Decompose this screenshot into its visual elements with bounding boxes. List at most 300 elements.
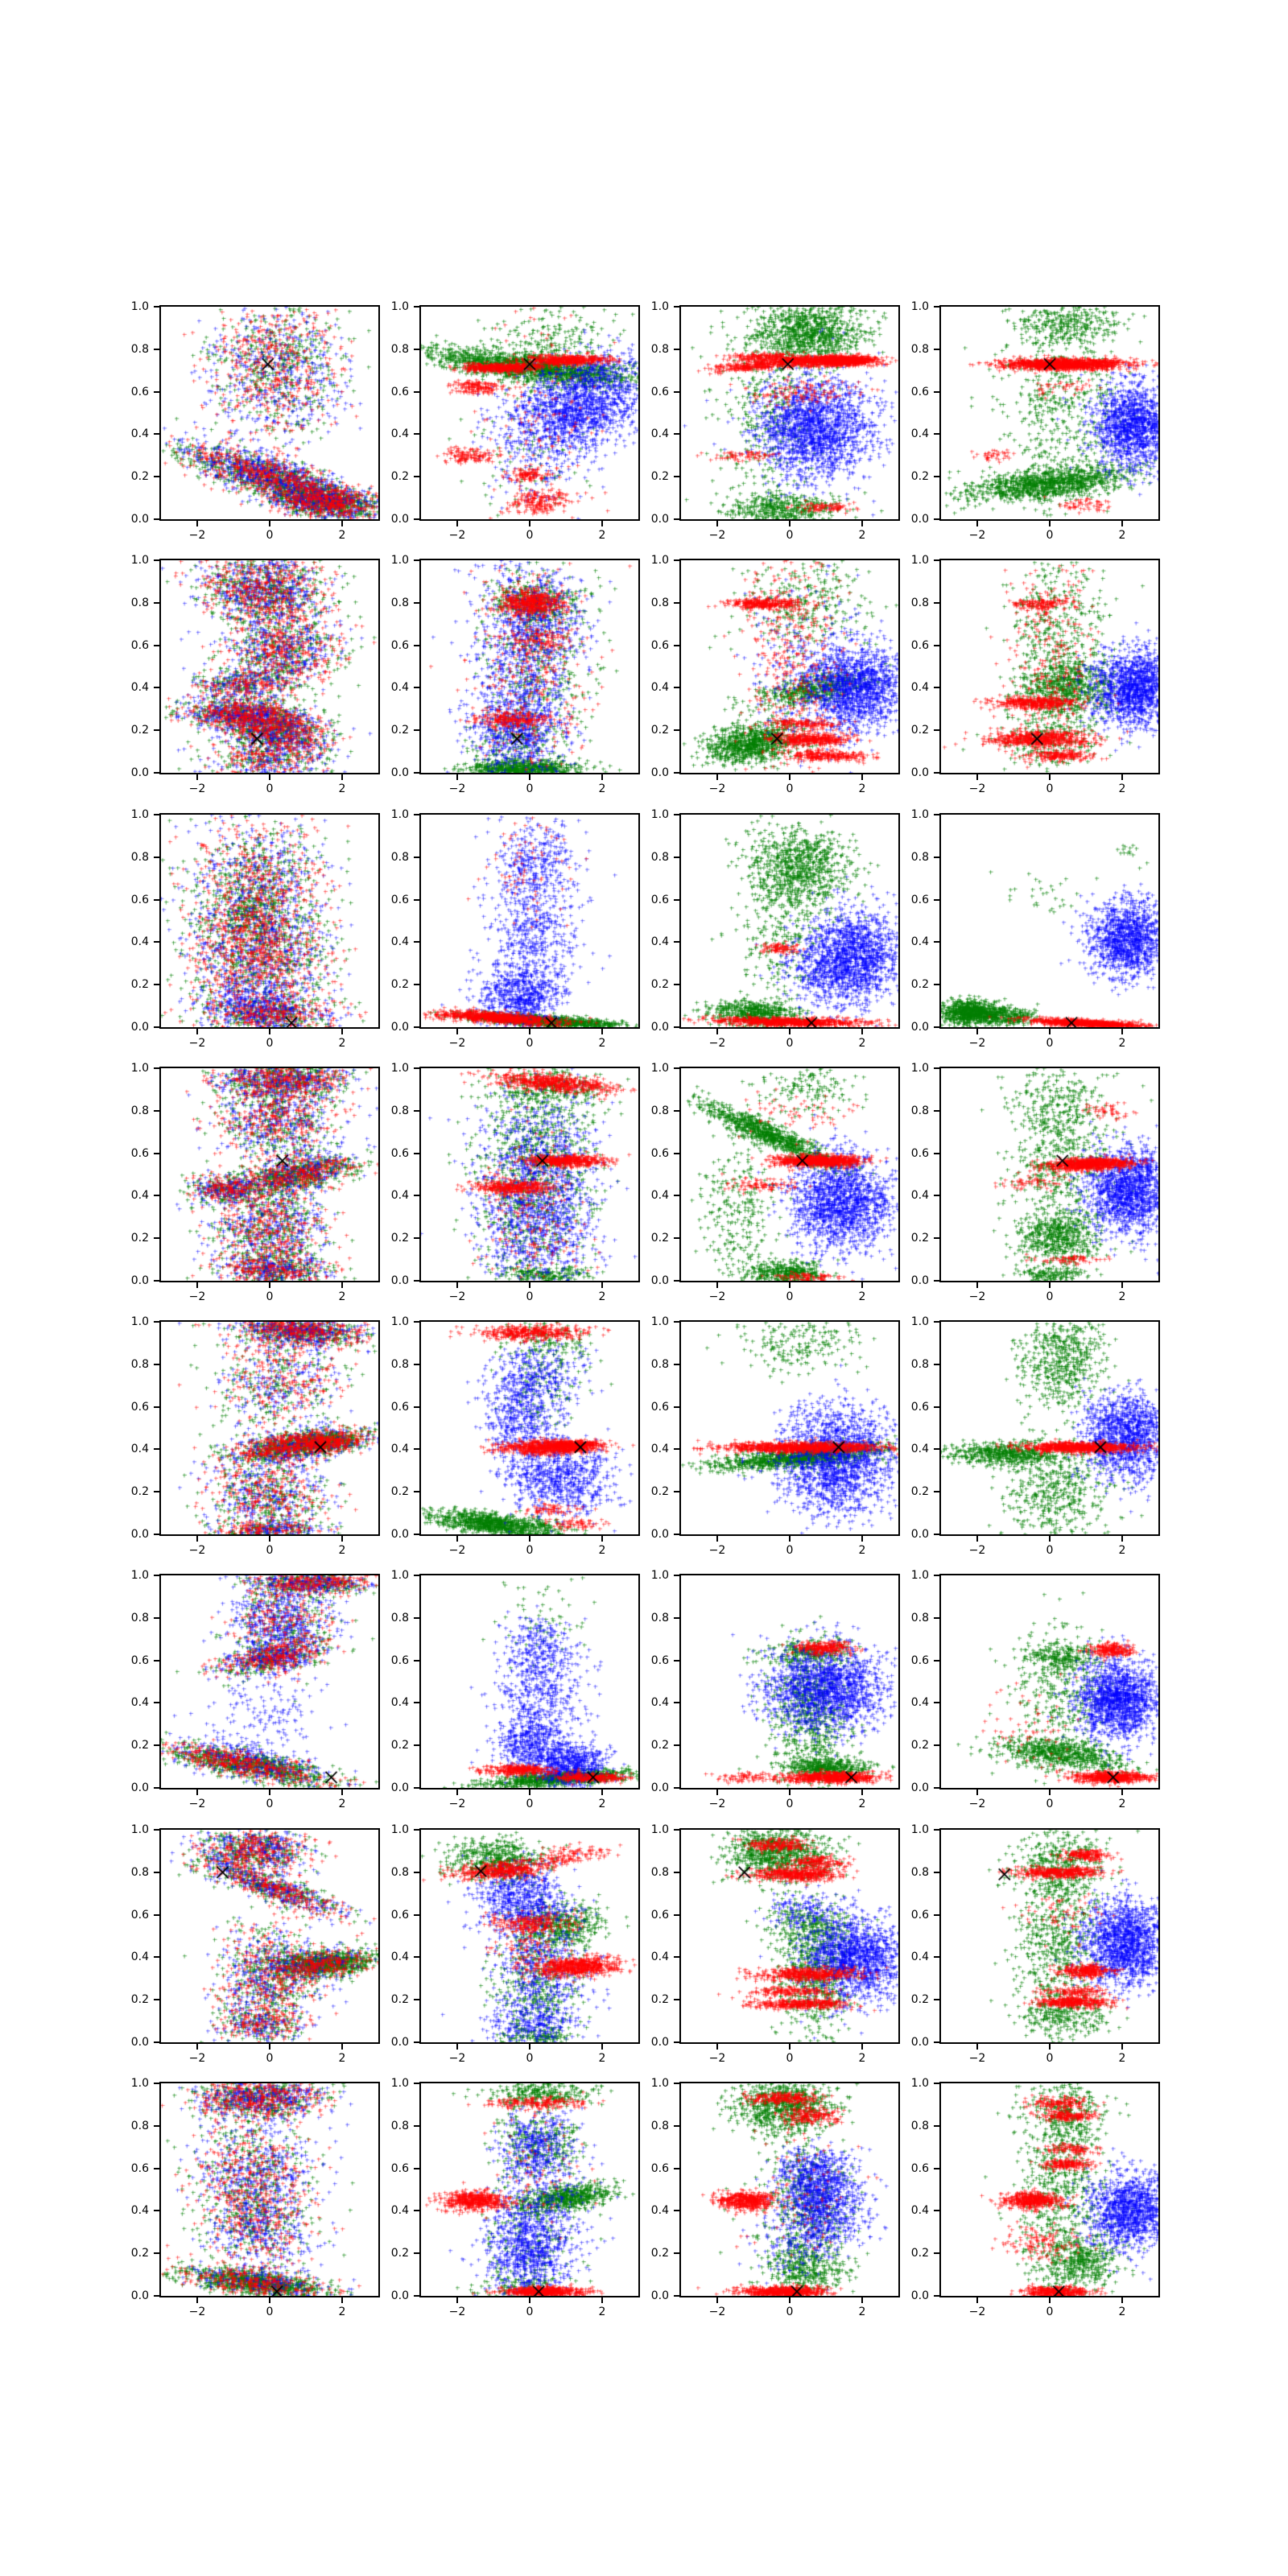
y-tick — [934, 602, 939, 604]
x-tick — [601, 1536, 603, 1542]
x-tick — [529, 1536, 530, 1542]
scatter-canvas — [681, 1575, 898, 1788]
x-tick — [529, 1790, 530, 1795]
y-tick — [934, 2083, 939, 2084]
y-tick-label: 1.0 — [390, 2077, 409, 2090]
x-tick-label: 0 — [526, 1798, 534, 1810]
y-tick-label: 0.4 — [910, 427, 929, 441]
y-tick — [674, 729, 679, 731]
x-tick-label: −2 — [188, 1544, 206, 1557]
y-tick-label: 1.0 — [910, 808, 929, 821]
x-tick — [196, 1790, 198, 1795]
x-tick — [341, 774, 343, 780]
x-tick-label: −2 — [968, 2306, 986, 2318]
x-tick-label: 2 — [1118, 1037, 1126, 1050]
x-tick — [601, 1790, 603, 1795]
y-tick — [154, 814, 159, 815]
y-tick-label: 0.6 — [130, 385, 149, 398]
y-tick-label: 0.8 — [910, 1357, 929, 1371]
scatter-canvas — [941, 307, 1158, 519]
scatter-canvas — [421, 560, 638, 773]
y-tick-label: 0.2 — [650, 1993, 669, 2007]
y-tick — [934, 857, 939, 858]
y-tick — [674, 2168, 679, 2169]
y-tick — [674, 857, 679, 858]
y-tick — [154, 1237, 159, 1239]
x-tick-label: 0 — [266, 1290, 274, 1303]
y-tick-label: 0.6 — [130, 1908, 149, 1922]
y-tick-label: 0.2 — [650, 978, 669, 992]
y-tick — [154, 518, 159, 520]
x-tick — [269, 1790, 270, 1795]
x-tick-label: 2 — [1118, 1798, 1126, 1810]
x-tick — [341, 2297, 343, 2303]
x-tick — [196, 2297, 198, 2303]
y-tick-label: 0.4 — [390, 427, 409, 441]
y-tick — [414, 2252, 419, 2254]
y-tick-label: 0.8 — [130, 596, 149, 609]
y-tick-label: 0.4 — [650, 681, 669, 695]
x-tick — [529, 1029, 530, 1034]
x-tick — [1049, 774, 1051, 780]
y-tick — [154, 1153, 159, 1154]
x-tick — [341, 1790, 343, 1795]
x-tick — [861, 2044, 863, 2050]
x-tick — [529, 1282, 530, 1288]
x-tick-label: 0 — [786, 1037, 794, 1050]
y-tick — [934, 1702, 939, 1703]
x-tick-label: −2 — [448, 1290, 466, 1303]
y-tick-label: 0.6 — [650, 893, 669, 906]
y-tick-label: 0.0 — [650, 1781, 669, 1794]
y-tick — [414, 2295, 419, 2297]
x-tick — [976, 774, 978, 780]
y-tick — [154, 2210, 159, 2211]
y-tick — [414, 349, 419, 350]
y-tick-label: 0.4 — [390, 1443, 409, 1456]
y-tick-label: 1.0 — [390, 300, 409, 313]
scatter-canvas — [941, 2083, 1158, 2296]
y-tick-label: 0.4 — [650, 935, 669, 949]
y-tick-label: 0.6 — [650, 1653, 669, 1667]
y-tick-label: 0.2 — [130, 1993, 149, 2007]
x-tick-label: 0 — [1046, 1544, 1054, 1557]
y-tick-label: 0.4 — [130, 2204, 149, 2218]
y-tick-label: 0.4 — [390, 1696, 409, 1710]
y-tick-label: 0.8 — [390, 596, 409, 609]
y-tick-label: 1.0 — [650, 1315, 669, 1328]
y-tick — [414, 602, 419, 604]
x-tick-label: 2 — [338, 529, 346, 542]
x-tick-label: 0 — [266, 782, 274, 795]
x-tick-label: −2 — [188, 2306, 206, 2318]
y-tick-label: 0.2 — [130, 1232, 149, 1245]
y-tick-label: 0.6 — [910, 1400, 929, 1414]
y-tick — [934, 687, 939, 688]
x-tick-label: 0 — [786, 1798, 794, 1810]
y-tick-label: 0.0 — [390, 2036, 409, 2049]
x-tick — [789, 1282, 791, 1288]
y-tick — [674, 1829, 679, 1831]
y-tick — [154, 1110, 159, 1112]
scatter-canvas — [681, 1068, 898, 1281]
y-tick-label: 0.6 — [910, 2161, 929, 2175]
y-tick-label: 1.0 — [390, 554, 409, 567]
y-tick — [414, 1617, 419, 1619]
y-tick — [154, 1999, 159, 2000]
y-tick — [674, 2295, 679, 2297]
y-tick — [674, 1575, 679, 1576]
x-tick — [976, 1790, 978, 1795]
y-tick — [414, 1575, 419, 1576]
x-tick — [976, 2044, 978, 2050]
x-tick — [269, 521, 270, 526]
y-tick — [674, 1744, 679, 1746]
x-tick — [269, 2297, 270, 2303]
y-tick-label: 0.4 — [130, 1696, 149, 1710]
y-tick-label: 0.0 — [390, 2289, 409, 2302]
y-tick — [414, 1534, 419, 1535]
y-tick — [674, 1406, 679, 1408]
scatter-canvas — [421, 1830, 638, 2042]
y-tick-label: 0.6 — [130, 1400, 149, 1414]
y-tick — [934, 306, 939, 308]
y-tick-label: 0.8 — [910, 2119, 929, 2132]
y-tick-label: 0.8 — [650, 1104, 669, 1117]
y-tick-label: 0.2 — [390, 978, 409, 992]
y-tick — [934, 1026, 939, 1028]
y-tick-label: 0.2 — [910, 1993, 929, 2007]
y-tick — [934, 1575, 939, 1576]
y-tick — [934, 2252, 939, 2254]
y-tick — [414, 391, 419, 393]
y-tick — [934, 518, 939, 520]
y-tick — [934, 1829, 939, 1831]
y-tick — [934, 1744, 939, 1746]
x-tick-label: 2 — [598, 782, 606, 795]
y-tick-label: 1.0 — [650, 1569, 669, 1582]
x-tick — [456, 2044, 458, 2050]
y-tick-label: 1.0 — [650, 808, 669, 821]
y-tick — [934, 1406, 939, 1408]
x-tick — [976, 1282, 978, 1288]
scatter-canvas — [681, 1322, 898, 1534]
y-tick-label: 0.8 — [130, 1357, 149, 1371]
y-tick-label: 0.2 — [130, 724, 149, 737]
x-tick-label: 2 — [1118, 529, 1126, 542]
x-tick-label: −2 — [708, 529, 726, 542]
y-tick — [154, 559, 159, 561]
y-tick-label: 0.6 — [910, 1146, 929, 1160]
y-tick-label: 1.0 — [910, 1315, 929, 1328]
x-tick-label: 2 — [338, 1798, 346, 1810]
y-tick-label: 0.8 — [130, 1104, 149, 1117]
x-tick — [716, 1282, 718, 1288]
y-tick-label: 0.8 — [650, 1865, 669, 1879]
y-tick — [414, 1829, 419, 1831]
scatter-canvas — [161, 2083, 378, 2296]
x-tick — [861, 1282, 863, 1288]
x-tick — [861, 1029, 863, 1034]
x-tick — [861, 1536, 863, 1542]
y-tick-label: 0.0 — [910, 2289, 929, 2302]
y-tick-label: 0.2 — [390, 2247, 409, 2260]
y-tick — [154, 1829, 159, 1831]
scatter-canvas — [421, 2083, 638, 2296]
y-tick-label: 0.8 — [130, 2119, 149, 2132]
y-tick-label: 0.6 — [910, 893, 929, 906]
scatter-canvas — [681, 1830, 898, 2042]
y-tick — [674, 2210, 679, 2211]
y-tick-label: 0.0 — [650, 513, 669, 526]
y-tick — [414, 518, 419, 520]
y-tick-label: 0.4 — [390, 681, 409, 695]
y-tick-label: 0.2 — [130, 470, 149, 484]
x-tick — [529, 521, 530, 526]
y-tick-label: 0.0 — [390, 1781, 409, 1794]
y-tick — [934, 1448, 939, 1450]
y-tick — [934, 1617, 939, 1619]
x-tick-label: −2 — [968, 1798, 986, 1810]
x-tick — [716, 521, 718, 526]
y-tick-label: 0.6 — [390, 1146, 409, 1160]
scatter-canvas — [161, 1575, 378, 1788]
x-tick-label: −2 — [708, 782, 726, 795]
y-tick — [414, 1491, 419, 1492]
y-tick-label: 0.2 — [390, 1993, 409, 2007]
y-tick — [674, 1787, 679, 1789]
y-tick-label: 0.6 — [390, 385, 409, 398]
x-tick-label: 2 — [858, 2306, 866, 2318]
y-tick — [934, 2125, 939, 2127]
y-tick — [934, 1364, 939, 1365]
x-tick — [789, 521, 791, 526]
x-tick — [976, 2297, 978, 2303]
y-tick-label: 0.2 — [390, 1739, 409, 1752]
y-tick-label: 0.0 — [650, 1021, 669, 1034]
y-tick-label: 0.4 — [130, 1189, 149, 1203]
y-tick — [674, 1448, 679, 1450]
y-tick-label: 0.0 — [910, 1528, 929, 1541]
x-tick — [529, 2297, 530, 2303]
x-tick-label: 0 — [1046, 2052, 1054, 2065]
y-tick-label: 0.0 — [130, 2289, 149, 2302]
x-tick — [716, 2044, 718, 2050]
y-tick-label: 0.6 — [390, 1653, 409, 1667]
y-tick — [934, 1110, 939, 1112]
y-tick-label: 0.2 — [910, 2247, 929, 2260]
y-tick-label: 1.0 — [130, 300, 149, 313]
x-tick — [196, 1282, 198, 1288]
x-tick — [456, 521, 458, 526]
y-tick — [674, 433, 679, 435]
scatter-canvas — [941, 1830, 1158, 2042]
x-tick — [456, 1790, 458, 1795]
scatter-canvas — [421, 307, 638, 519]
x-tick-label: −2 — [448, 1037, 466, 1050]
x-tick-label: 0 — [526, 1544, 534, 1557]
x-tick-label: −2 — [448, 782, 466, 795]
y-tick-label: 0.6 — [650, 638, 669, 652]
y-tick — [154, 857, 159, 858]
y-tick — [674, 559, 679, 561]
y-tick — [674, 2252, 679, 2254]
x-tick — [601, 2044, 603, 2050]
y-tick — [154, 1026, 159, 1028]
x-tick — [341, 1282, 343, 1288]
x-tick — [789, 1029, 791, 1034]
y-tick — [674, 1364, 679, 1365]
scatter-canvas — [421, 1575, 638, 1788]
y-tick-label: 0.4 — [390, 1951, 409, 1964]
y-tick-label: 0.4 — [130, 1443, 149, 1456]
y-tick-label: 0.6 — [390, 893, 409, 906]
y-tick-label: 0.2 — [910, 724, 929, 737]
x-tick-label: 2 — [598, 1544, 606, 1557]
x-tick — [1049, 1282, 1051, 1288]
x-tick — [789, 774, 791, 780]
scatter-canvas — [681, 815, 898, 1027]
x-tick-label: 0 — [526, 782, 534, 795]
y-tick — [154, 2168, 159, 2169]
x-tick — [196, 1536, 198, 1542]
y-tick-label: 0.6 — [650, 385, 669, 398]
scatter-canvas — [421, 815, 638, 1027]
scatter-canvas — [161, 1830, 378, 2042]
y-tick-label: 0.6 — [390, 1400, 409, 1414]
x-tick-label: −2 — [968, 2052, 986, 2065]
y-tick — [414, 1914, 419, 1916]
x-tick — [341, 1536, 343, 1542]
y-tick — [414, 857, 419, 858]
y-tick — [674, 306, 679, 308]
y-tick — [414, 1153, 419, 1154]
y-tick — [154, 2125, 159, 2127]
y-tick — [414, 772, 419, 774]
y-tick-label: 0.4 — [650, 1951, 669, 1964]
x-tick-label: 0 — [786, 529, 794, 542]
x-tick-label: −2 — [448, 529, 466, 542]
x-tick — [1121, 521, 1123, 526]
x-tick-label: 2 — [858, 1037, 866, 1050]
y-tick-label: 0.6 — [650, 1400, 669, 1414]
x-tick — [269, 774, 270, 780]
y-tick — [674, 687, 679, 688]
x-tick-label: 0 — [1046, 1798, 1054, 1810]
y-tick-label: 1.0 — [650, 300, 669, 313]
x-tick-label: 0 — [786, 2052, 794, 2065]
x-tick-label: 0 — [526, 2052, 534, 2065]
y-tick — [414, 1321, 419, 1323]
x-tick-label: −2 — [448, 2052, 466, 2065]
y-tick — [934, 2210, 939, 2211]
y-tick — [674, 1195, 679, 1196]
y-tick — [414, 1872, 419, 1873]
x-tick-label: −2 — [188, 1037, 206, 1050]
x-tick — [861, 521, 863, 526]
x-tick-label: −2 — [188, 529, 206, 542]
x-tick — [789, 1790, 791, 1795]
y-tick-label: 0.0 — [910, 1274, 929, 1287]
y-tick — [414, 559, 419, 561]
y-tick — [934, 814, 939, 815]
y-tick-label: 0.6 — [130, 1653, 149, 1667]
y-tick-label: 0.0 — [390, 1528, 409, 1541]
y-tick — [674, 1491, 679, 1492]
y-tick-label: 0.4 — [910, 2204, 929, 2218]
scatter-canvas — [941, 1068, 1158, 1281]
y-tick — [414, 306, 419, 308]
y-tick — [154, 1491, 159, 1492]
y-tick — [154, 2041, 159, 2043]
y-tick — [414, 1787, 419, 1789]
y-tick — [414, 2083, 419, 2084]
y-tick — [934, 1237, 939, 1239]
y-tick — [414, 1660, 419, 1662]
y-tick-label: 1.0 — [130, 1315, 149, 1328]
y-tick-label: 0.8 — [910, 342, 929, 356]
x-tick-label: 0 — [786, 2306, 794, 2318]
y-tick — [674, 1110, 679, 1112]
y-tick — [674, 1067, 679, 1069]
x-tick-label: 0 — [526, 529, 534, 542]
y-tick — [154, 1067, 159, 1069]
x-tick-label: −2 — [448, 1798, 466, 1810]
y-tick-label: 0.6 — [650, 2161, 669, 2175]
scatter-canvas — [421, 1322, 638, 1534]
scatter-canvas — [941, 1575, 1158, 1788]
y-tick-label: 1.0 — [130, 2077, 149, 2090]
x-tick-label: 2 — [858, 529, 866, 542]
y-tick-label: 0.2 — [390, 724, 409, 737]
y-tick — [674, 476, 679, 477]
y-tick — [414, 1406, 419, 1408]
x-tick — [1121, 2297, 1123, 2303]
y-tick-label: 0.2 — [390, 470, 409, 484]
y-tick-label: 0.0 — [390, 766, 409, 779]
x-tick — [1049, 2297, 1051, 2303]
scatter-canvas — [941, 560, 1158, 773]
y-tick — [154, 1280, 159, 1282]
x-tick — [789, 1536, 791, 1542]
x-tick-label: 0 — [1046, 1290, 1054, 1303]
y-tick — [674, 1237, 679, 1239]
x-tick-label: −2 — [188, 2052, 206, 2065]
y-tick-label: 0.6 — [130, 1146, 149, 1160]
y-tick — [674, 1660, 679, 1662]
y-tick-label: 0.0 — [650, 2036, 669, 2049]
x-tick — [601, 521, 603, 526]
x-tick — [861, 1790, 863, 1795]
y-tick-label: 1.0 — [910, 1569, 929, 1582]
y-tick — [154, 2295, 159, 2297]
y-tick-label: 0.8 — [130, 850, 149, 864]
x-tick-label: 0 — [526, 1037, 534, 1050]
y-tick-label: 1.0 — [650, 554, 669, 567]
x-tick — [341, 1029, 343, 1034]
x-tick — [269, 1029, 270, 1034]
y-tick — [154, 984, 159, 985]
x-tick-label: −2 — [448, 2306, 466, 2318]
x-tick — [1049, 2044, 1051, 2050]
y-tick — [934, 1280, 939, 1282]
y-tick — [934, 1787, 939, 1789]
y-tick-label: 1.0 — [130, 1569, 149, 1582]
x-tick-label: −2 — [188, 1798, 206, 1810]
y-tick — [934, 899, 939, 901]
x-tick — [1121, 1790, 1123, 1795]
y-tick-label: 0.0 — [390, 1021, 409, 1034]
